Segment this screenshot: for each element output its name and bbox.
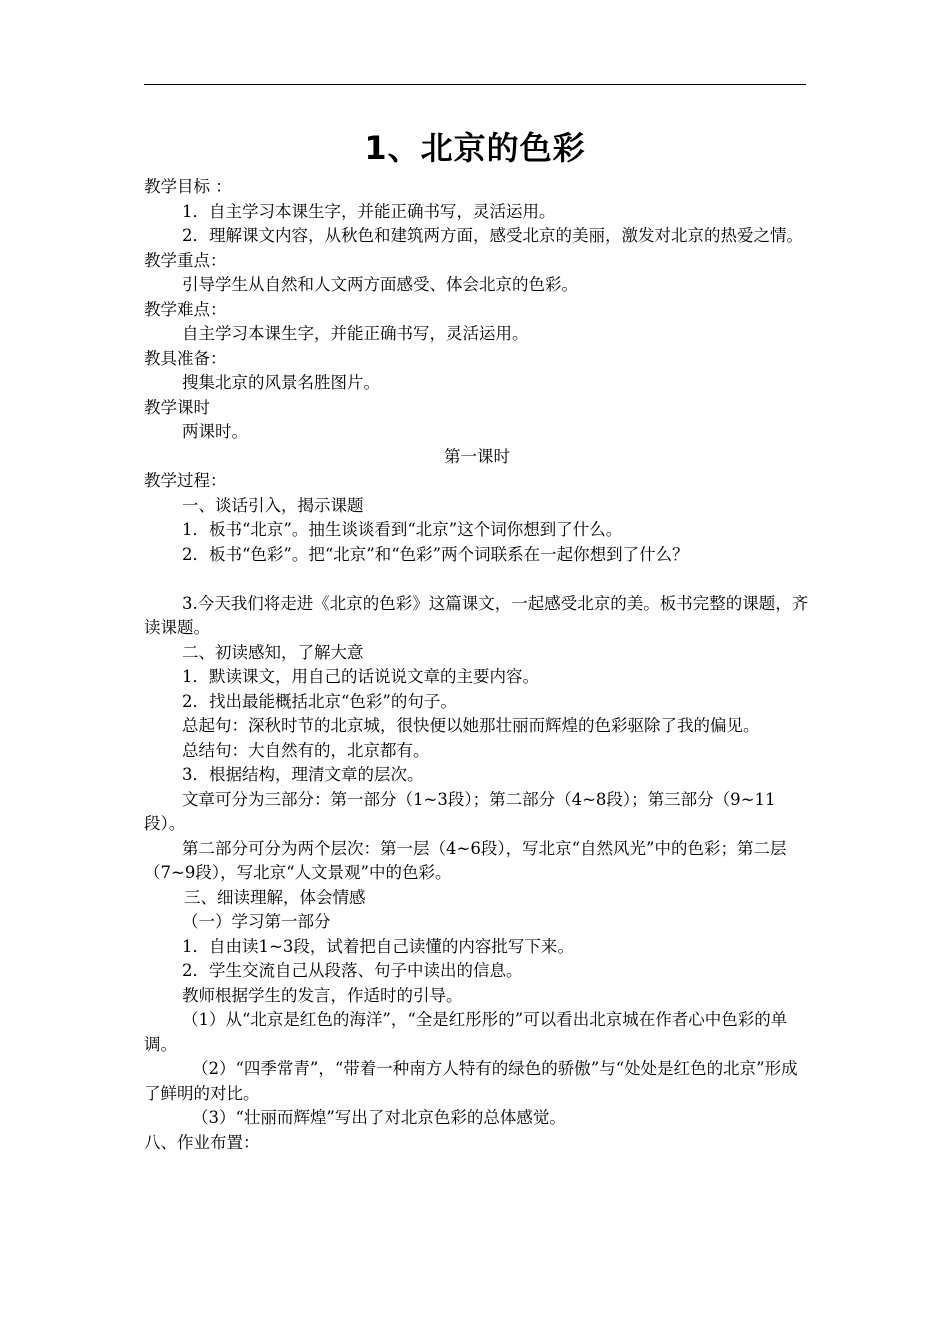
paragraph: 1．板书“北京”。抽生谈谈看到“北京”这个词你想到了什么。 (182, 520, 623, 539)
section-heading-key-points: 教学重点： (144, 250, 227, 270)
document-body (144, 175, 810, 1155)
lesson-heading: 第一课时 (444, 446, 510, 466)
paragraph: 教师根据学生的发言，作适时的引导。 (182, 985, 463, 1005)
section-heading-process: 教学过程： (144, 471, 227, 490)
section-heading-difficulties: 教学难点： (144, 299, 227, 319)
paragraph: 自主学习本课生字，并能正确书写，灵活运用。 (182, 324, 529, 343)
paragraph: 2．找出最能概括北京“色彩”的句子。 (182, 691, 457, 711)
document-title: 1、北京的色彩 (364, 129, 586, 167)
paragraph: 3．根据结构，理清文章的层次。 (182, 765, 424, 784)
paragraph: 1．自主学习本课生字，并能正确书写，灵活运用。 (182, 201, 556, 221)
paragraph: （3）“壮丽而辉煌”写出了对北京色彩的总体感觉。 (192, 1108, 566, 1127)
paragraph: 1．自由读1~3段，试着把自己读懂的内容批写下来。 (182, 936, 574, 956)
paragraph: 2．学生交流自己从段落、句子中读出的信息。 (182, 961, 523, 980)
paragraph: 总结句：大自然有的，北京都有。 (182, 740, 430, 760)
section-heading-periods: 教学课时 (144, 397, 210, 417)
paragraph: 搜集北京的风景名胜图片。 (182, 373, 380, 392)
paragraph: 3.今天我们将走进《北京的色彩》这篇课文，一起感受北京的美。板书完整的课题，齐读课题。 (144, 593, 809, 637)
header-rule (144, 84, 806, 85)
section-heading-homework: 八、作业布置： (144, 1132, 260, 1152)
paragraph: 1．默读课文，用自己的话说说文章的主要内容。 (182, 667, 539, 686)
paragraph: （1）从“北京是红色的海洋”，“全是红彤彤的”可以看出北京城在作者心中色彩的单调。 (144, 1010, 788, 1054)
paragraph: 2．理解课文内容，从秋色和建筑两方面，感受北京的美丽，激发对北京的热爱之情。 (182, 226, 803, 245)
paragraph: 文章可分为三部分：第一部分（1~3段）；第二部分（4~8段）；第三部分（9~11段）。 (144, 789, 776, 833)
blank-line (144, 567, 810, 592)
paragraph: （2）“四季常青”，“带着一种南方人特有的绿色的骄傲”与“处处是红色的北京”形成了鲜明的对比。 (144, 1059, 798, 1103)
paragraph: 两课时。 (182, 422, 248, 441)
paragraph: 总起句：深秋时节的北京城，很快便以她那壮丽而辉煌的色彩驱除了我的偏见。 (182, 716, 760, 735)
paragraph: 2．板书“色彩”。把“北京”和“色彩”两个词联系在一起你想到了什么？ (182, 544, 689, 564)
paragraph: 第二部分可分为两个层次：第一层（4~6段），写北京“自然风光”中的色彩；第二层（7~9段），写北京“人文景观”中的色彩。 (144, 838, 787, 882)
section-heading-materials: 教具准备： (144, 348, 227, 368)
subsection-heading: （一）学习第一部分 (182, 912, 331, 931)
section-heading-objectives: 教学目标 ： (144, 177, 232, 196)
subsection-heading: 三、细读理解，体会情感 (184, 887, 366, 907)
paragraph: 引导学生从自然和人文两方面感受、体会北京的色彩。 (182, 275, 578, 294)
subsection-heading: 一、谈话引入，揭示课题 (182, 495, 364, 515)
subsection-heading: 二、初读感知，了解大意 (182, 642, 364, 662)
